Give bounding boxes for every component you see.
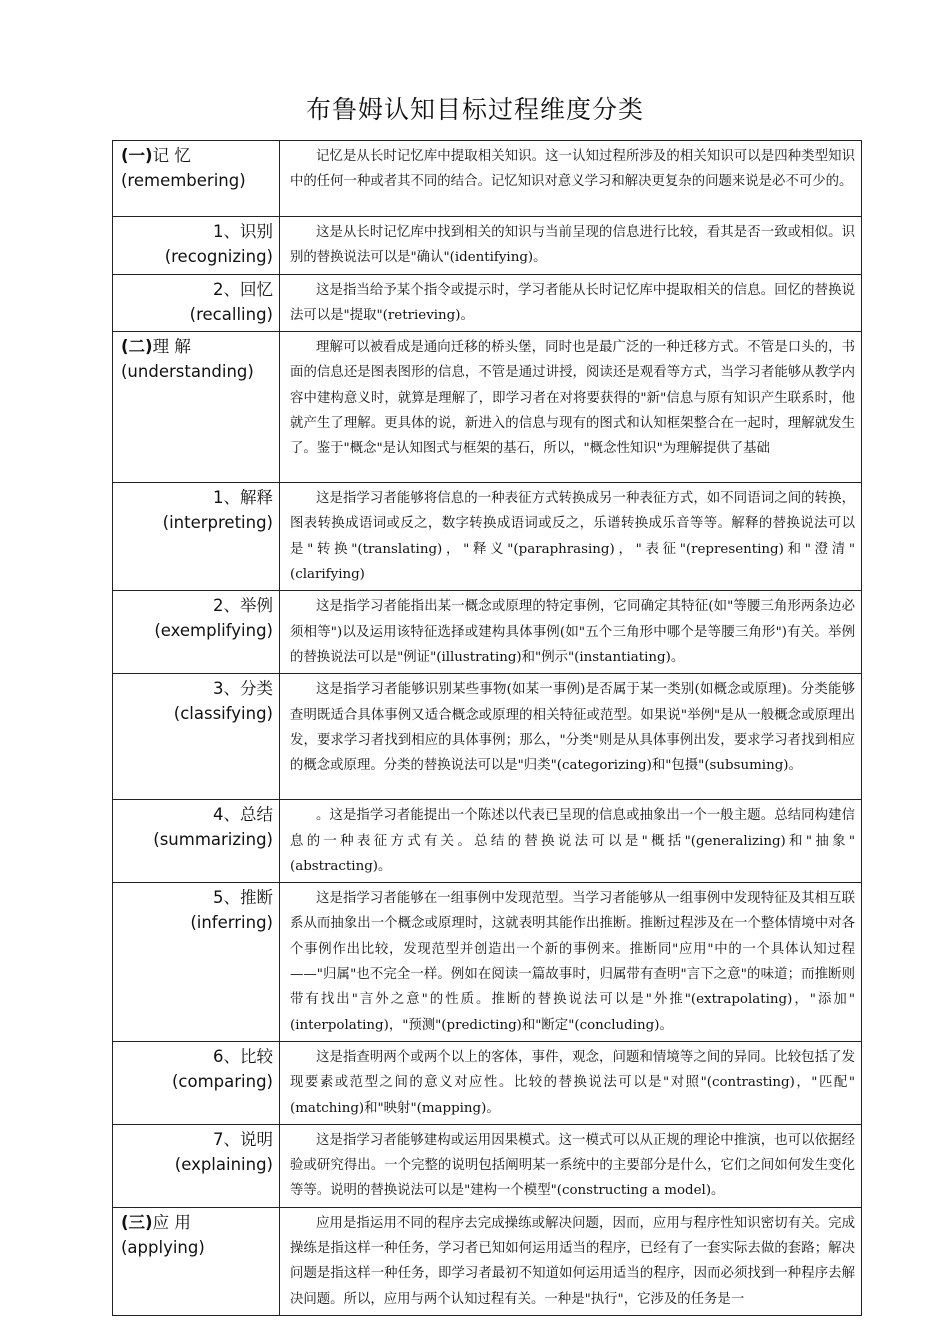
subprocess-name: 4、总结 bbox=[213, 805, 273, 825]
subprocess-english: (explaining) bbox=[174, 1154, 273, 1174]
description-cell bbox=[280, 1124, 862, 1207]
subprocess-name: 5、推断 bbox=[213, 888, 273, 908]
description-text: 这是指学习者能够识别某些事物(如某一事例)是否属于某一类别(如概念或原理)。分类能够查明既适合具体事例又适合概念或原理的相关特征或范型。如果说"举例"是从一般概念或原理出发，要求学习者找到相应的具体事例；那么，"分类"则是从具体事例出发，要求学习者找到相应的概念或原理。分类的替换说法可以是"归类"(categorizing)和"包摄"(subsuming)。 bbox=[290, 682, 855, 774]
table-row bbox=[113, 1207, 862, 1315]
table-row bbox=[113, 800, 862, 883]
description-cell bbox=[280, 883, 862, 1042]
term-cell bbox=[113, 883, 280, 1042]
description-cell bbox=[280, 141, 862, 217]
description-cell bbox=[280, 591, 862, 674]
term-cell bbox=[113, 1207, 280, 1315]
description-text: 这是指查明两个或两个以上的客体，事件，观念，问题和情境等之间的异同。比较包括了发现要素或范型之间的意义对应性。比较的替换说法可以是"对照"(contrasting)，"匹配"(matching)和"映射"(mapping)。 bbox=[290, 1049, 855, 1116]
description-text: 这是指学习者能够建构或运用因果模式。这一模式可以从正规的理论中推演，也可以依据经验或研究得出。一个完整的说明包括阐明某一系统中的主要部分是什么，它们之间如何发生变化等等。说明的替换说法可以是"建构一个模型"(constructing a model)。 bbox=[290, 1132, 855, 1199]
category-name: 记 忆 bbox=[152, 146, 191, 165]
subprocess-name: 7、说明 bbox=[213, 1129, 273, 1149]
description-text: 这是指学习者能够在一组事例中发现范型。当学习者能够从一组事例中发现特征及其相互联系从而抽象出一个概念或原理时，这就表明其能作出推断。推断过程涉及在一个整体情境中对各个事例作出比较，发现范型并创造出一个新的事例来。推断同"应用"中的一个具体认知过程——"归属"也不完全一样。例如在阅读一篇故事时，归属带有查明"言下之意"的味道；而推断则带有找出"言外之意"的性质。推断的替换说法可以是"外推"(extrapolating)，"添加"(interpolating)，"预测"(predicting)和"断定"(concluding)。 bbox=[290, 891, 855, 1033]
description-cell bbox=[280, 332, 862, 483]
category-english: (applying) bbox=[121, 1237, 205, 1257]
subprocess-english: (classifying) bbox=[173, 704, 273, 724]
term-cell bbox=[113, 274, 280, 332]
description-cell bbox=[280, 217, 862, 275]
subprocess-name: 2、回忆 bbox=[213, 279, 273, 299]
term-cell bbox=[113, 217, 280, 275]
description-text: 这是从长时记忆库中找到相关的知识与当前呈现的信息进行比较，看其是否一致或相似。识别的替换说法可以是"确认"(identifying)。 bbox=[290, 225, 855, 266]
description-cell bbox=[280, 1207, 862, 1315]
term-cell bbox=[113, 591, 280, 674]
description-cell bbox=[280, 674, 862, 800]
term-cell bbox=[113, 674, 280, 800]
description-text: 。这是指学习者能提出一个陈述以代表已呈现的信息或抽象出一个一般主题。总结同构建信息的一种表征方式有关。总结的替换说法可以是"概括"(generalizing)和"抽象"(abstracting)。 bbox=[290, 808, 855, 874]
table-row bbox=[113, 883, 862, 1042]
table-row bbox=[113, 1041, 862, 1124]
term-cell bbox=[113, 332, 280, 483]
category-english: (understanding) bbox=[121, 362, 254, 382]
term-cell bbox=[113, 141, 280, 217]
table-row bbox=[113, 332, 862, 483]
category-name: 应 用 bbox=[152, 1212, 191, 1232]
description-text: 这是指学习者能指出某一概念或原理的特定事例，它同确定其特征(如"等腰三角形两条边必须相等")以及运用该特征选择或建构具体事例(如"五个三角形中哪个是等腰三角形")有关。举例的替换说法可以是"例证"(illustrating)和"例示"(instantiating)。 bbox=[290, 599, 855, 665]
table-row bbox=[113, 274, 862, 332]
table-row bbox=[113, 674, 862, 800]
subprocess-english: (summarizing) bbox=[153, 830, 273, 850]
description-cell bbox=[280, 1041, 862, 1124]
table-row bbox=[113, 1124, 862, 1207]
description-text: 这是指学习者能够将信息的一种表征方式转换成另一种表征方式，如不同语词之间的转换，图表转换成语词或反之，数字转换成语词或反之，乐谱转换成乐音等等。解释的替换说法可以是"转换"(translating)，"释义"(paraphrasing)，"表征"(representing)和"澄清"(clarifying) bbox=[290, 491, 855, 583]
subprocess-name: 2、举例 bbox=[213, 596, 273, 616]
subprocess-english: (comparing) bbox=[172, 1071, 273, 1091]
subprocess-name: 1、识别 bbox=[213, 222, 273, 241]
table-row bbox=[113, 141, 862, 217]
category-number: (一) bbox=[121, 146, 153, 165]
description-text: 理解可以被看成是通向迁移的桥头堡，同时也是最广泛的一种迁移方式。不管是口头的，书面的信息还是图表图形的信息，不管是通过讲授，阅读还是观看等方式，当学习者能够从教学内容中建构意义时，就算是理解了，即学习者在对将要获得的"新"信息与原有知识产生联系时，他就产生了理解。更具体的说，新进入的信息与现有的图式和认知框架整合在一起时，理解就发生了。鉴于"概念"是认知图式与框架的基石，所以，"概念性知识"为理解提供了基础 bbox=[290, 340, 855, 457]
description-cell bbox=[280, 800, 862, 883]
description-cell bbox=[280, 483, 862, 591]
category-name: 理 解 bbox=[152, 337, 191, 357]
term-cell bbox=[113, 1041, 280, 1124]
subprocess-english: (interpreting) bbox=[162, 513, 273, 533]
subprocess-english: (recalling) bbox=[189, 304, 273, 324]
subprocess-english: (inferring) bbox=[190, 913, 273, 933]
description-cell bbox=[280, 274, 862, 332]
category-english: (remembering) bbox=[121, 171, 246, 190]
term-cell bbox=[113, 1124, 280, 1207]
term-cell bbox=[113, 800, 280, 883]
description-text: 应用是指运用不同的程序去完成操练或解决问题，因而，应用与程序性知识密切有关。完成操练是指这样一种任务，学习者已知如何运用适当的程序，已经有了一套实际去做的套路；解决问题是指这样一种任务，即学习者最初不知道如何运用适当的程序，因而必须找到一种程序去解决问题。所以，应用与两个认知过程有关。一种是"执行"，它涉及的任务是一 bbox=[290, 1215, 855, 1307]
taxonomy-table bbox=[112, 140, 862, 1316]
subprocess-name: 1、解释 bbox=[213, 488, 273, 508]
table-row bbox=[113, 483, 862, 591]
category-number: (三) bbox=[121, 1212, 153, 1232]
category-number: (二) bbox=[121, 337, 153, 357]
subprocess-english: (exemplifying) bbox=[154, 621, 273, 641]
description-text: 记忆是从长时记忆库中提取相关知识。这一认知过程所涉及的相关知识可以是四种类型知识中的任何一种或者其不同的结合。记忆知识对意义学习和解决更复杂的问题来说是必不可少的。 bbox=[290, 149, 855, 190]
table-row bbox=[113, 591, 862, 674]
subprocess-name: 3、分类 bbox=[213, 679, 273, 699]
subprocess-english: (recognizing) bbox=[164, 247, 273, 266]
term-cell bbox=[113, 483, 280, 591]
page-title: 布鲁姆认知目标过程维度分类 bbox=[305, 95, 644, 124]
description-text: 这是指当给予某个指令或提示时，学习者能从长时记忆库中提取相关的信息。回忆的替换说法可以是"提取"(retrieving)。 bbox=[290, 282, 855, 323]
subprocess-name: 6、比较 bbox=[213, 1046, 273, 1066]
table-row bbox=[113, 217, 862, 275]
